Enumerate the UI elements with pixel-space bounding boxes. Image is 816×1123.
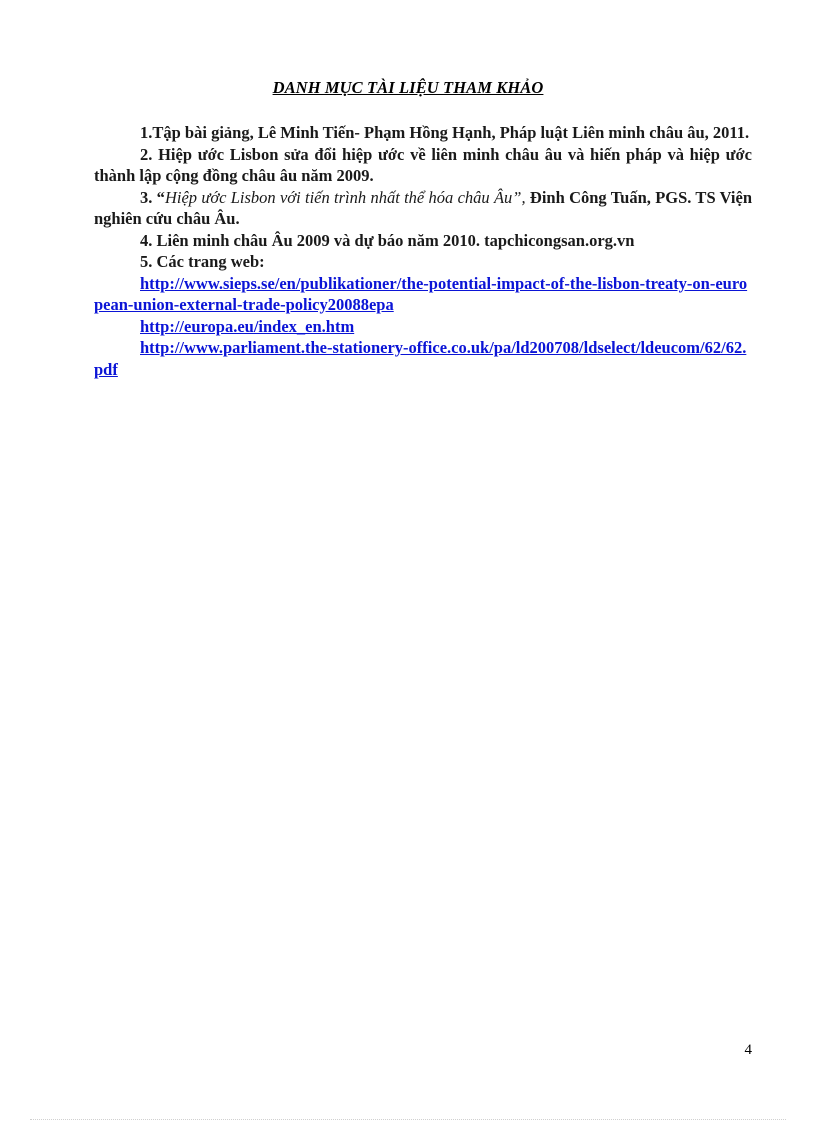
reference-link-parliament[interactable]: http://www.parliament.the-stationery-office.co.uk/pa/ld200708/ldselect/ldeucom/62/62.pdf [94, 338, 747, 379]
reference-item-5: 5. Các trang web: [140, 252, 265, 271]
reference-list [94, 122, 752, 380]
page-number: 4 [744, 1042, 752, 1058]
reference-item-3 [94, 187, 752, 230]
reference-item-1: 1.Tập bài giảng, Lê Minh Tiến- Phạm Hồng Hạnh, Pháp luật Liên minh châu âu, 2011. [140, 123, 750, 142]
link-block-3 [94, 337, 752, 380]
page-bottom-divider [30, 1119, 786, 1120]
reference-link-sieps[interactable]: http://www.sieps.se/en/publikationer/the-potential-impact-of-the-lisbon-treaty-on-european-union-external-trade-policy20088epa [94, 273, 748, 314]
link-block-2 [94, 316, 752, 338]
reference-item-3-author: Đinh Công Tuấn, PGS. TS Viện nghiên cứu châu Âu. [94, 187, 753, 228]
page-title: DANH MỤC TÀI LIỆU THAM KHẢO [272, 78, 544, 97]
reference-item-3-prefix: 3. “ [140, 187, 165, 207]
link-block-1 [94, 273, 752, 316]
reference-item-2: 2. Hiệp ước Lisbon sửa đổi hiệp ước về liên minh châu âu và hiến pháp và hiệp ước thành lập cộng đồng châu âu năm 2009. [94, 144, 752, 185]
reference-item-4: 4. Liên minh châu Âu 2009 và dự báo năm 2010. tapchicongsan.org.vn [140, 230, 635, 250]
reference-link-europa[interactable]: http://europa.eu/index_en.htm [140, 316, 355, 336]
reference-item-3-title: Hiệp ước Lisbon với tiến trình nhất thể hóa châu Âu”, [164, 187, 526, 207]
